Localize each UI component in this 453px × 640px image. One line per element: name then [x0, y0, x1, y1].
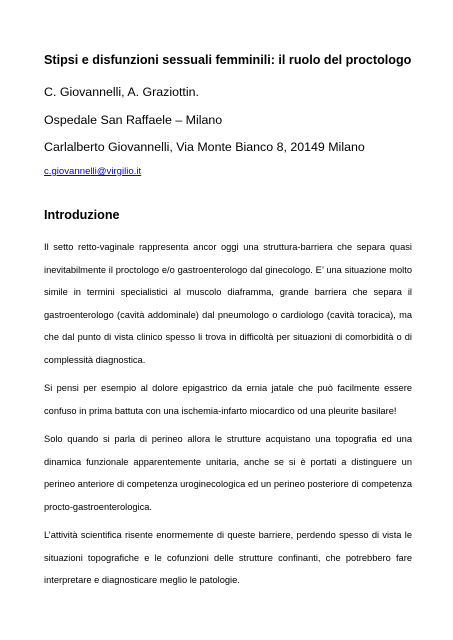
- text-line: simile in termini specialistici al muscolo diaframma, grande barriera che separa il: [44, 287, 412, 297]
- text-line: gastroenterologo (cavità addominale) dal pneumologo o cardiologo (cavità toracica), ma: [44, 309, 412, 320]
- paragraph-4: [44, 524, 412, 592]
- text-line: procto-gastroenterologica.: [44, 501, 153, 512]
- paragraph-3: [44, 428, 412, 518]
- text-line: complessità diagnostica.: [44, 354, 146, 365]
- text-line: perineo anteriore di competenza uroginecologica ed un perineo posteriore di competenza: [44, 479, 412, 489]
- text-line: confuso in prima battuta con una ischemia-infarto miocardico od una pleurite basilare!: [44, 405, 397, 416]
- paragraph-1: [44, 236, 412, 371]
- authors: C. Giovannelli, A. Graziottin.: [44, 85, 199, 99]
- affiliation: Ospedale San Raffaele – Milano: [44, 113, 223, 127]
- text-line: che dal punto di vista clinico spesso li trova in difficoltà per situazioni di comorbidità o di: [44, 332, 412, 342]
- text-line: Solo quando si parla di perineo allora le strutture acquistano una topografia ed una: [44, 434, 412, 444]
- text-line: situazioni topografiche e le cofunzioni delle strutture confinanti, che potrebbero fare: [44, 552, 412, 563]
- paragraph-2: [44, 377, 412, 422]
- paper-title: Stipsi e disfunzioni sessuali femminili: il ruolo del proctologo: [44, 53, 412, 67]
- section-heading-introduzione: Introduzione: [44, 208, 120, 222]
- email-link[interactable]: c.giovannelli@virgilio.it: [44, 166, 142, 177]
- text-line: inevitabilmente il proctologo e/o gastroenterologo dal ginecologo. E’ una situazione molto: [44, 264, 412, 275]
- correspondence-address: Carlalberto Giovannelli, Via Monte Bianco 8, 20149 Milano: [44, 140, 365, 154]
- text-line: dinamica funzionale apparentemente unitaria, anche se si è portati a distinguere un: [44, 456, 412, 467]
- introduction-body: [44, 236, 412, 598]
- text-line: interpretare e diagnosticare meglio le patologie.: [44, 575, 240, 585]
- text-line: L’attività scientifica risente enormemente di queste barriere, perdendo spesso di vista le: [44, 530, 412, 540]
- text-line: Si pensi per esempio al dolore epigastrico da ernia jatale che può facilmente essere: [44, 383, 412, 393]
- text-line: Il setto retto-vaginale rappresenta ancor oggi una struttura-barriera che separa quasi: [44, 242, 412, 252]
